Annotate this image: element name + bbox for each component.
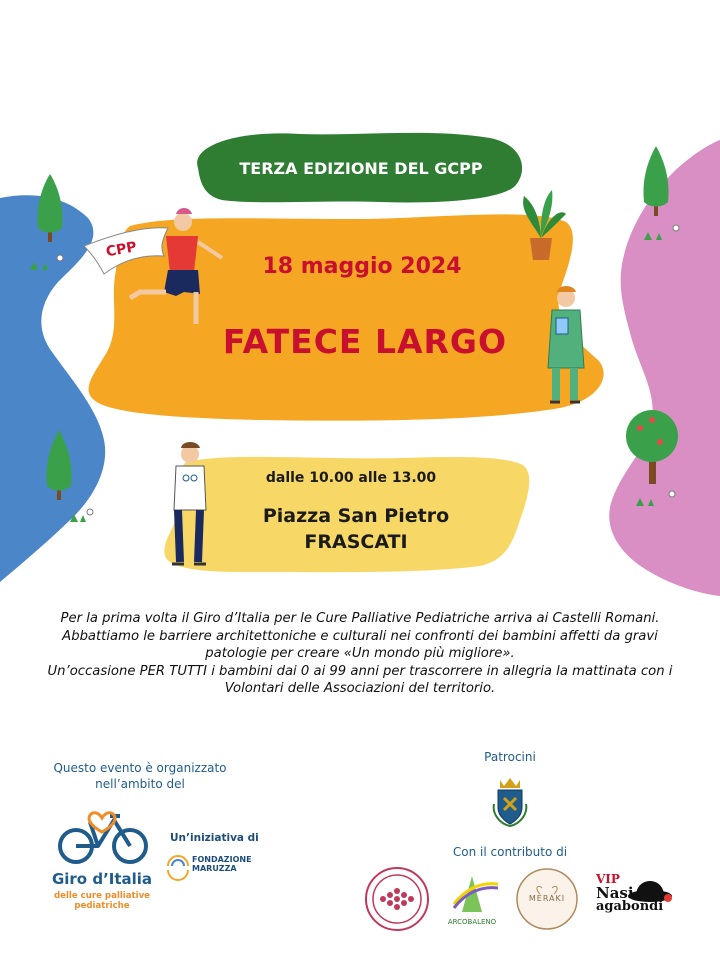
organizer-note xyxy=(40,760,240,792)
pink-hill xyxy=(609,140,720,596)
giro-logo-name: Giro d’Italia xyxy=(51,870,153,888)
event-description xyxy=(40,610,680,698)
edition-label: TERZA EDIZIONE DEL GCPP xyxy=(239,159,483,178)
vip-agabondi-label: agabondi xyxy=(596,899,664,914)
hexagon-logo xyxy=(362,864,432,934)
event-place xyxy=(236,503,476,555)
meraki-text: MERAKI xyxy=(528,894,566,903)
organizer-note-line: Questo evento è organizzato xyxy=(53,761,227,775)
orange-path xyxy=(89,214,604,420)
place-name: Piazza San Pietro xyxy=(262,505,450,527)
giro-subtitle-line: delle cure palliative xyxy=(53,891,151,901)
contributors-label: Con il contributo di xyxy=(452,845,568,859)
patronage-label: Patrocini xyxy=(484,750,536,764)
event-time: dalle 10.00 alle 13.00 xyxy=(265,470,437,486)
event-date: 18 maggio 2024 xyxy=(262,254,462,279)
giro-subtitle-line: pediatriche xyxy=(74,901,130,911)
vip-nasi-agabondi-logo xyxy=(596,872,676,928)
frascati-crest-icon xyxy=(490,776,530,828)
fondazione-logo-text xyxy=(192,855,252,873)
arcobaleno-text: ARCOBALENO xyxy=(447,918,497,926)
fondazione-line: MARUZZA xyxy=(192,864,237,873)
place-city: FRASCATI xyxy=(304,531,408,553)
flag-label: CPP xyxy=(104,239,138,261)
vip-nasi-label: Nasi xyxy=(596,884,634,902)
description-paragraph: Abbattiamo le barriere architettoniche e culturali nei confronti dei bambini affetti da gravi patologie per creare «Un mondo più migliore». xyxy=(62,628,658,661)
initiative-label: Un’iniziativa di xyxy=(170,832,259,844)
description-paragraph: Un’occasione PER TUTTI i bambini dai 0 ai 99 anni per trascorrere in allegria la mattinata con i Volontari delle Associazioni del territorio. xyxy=(47,663,673,696)
event-title: FATECE LARGO xyxy=(222,322,508,361)
vip-label: VIP xyxy=(596,872,620,886)
giro-logo-subtitle xyxy=(42,891,162,911)
description-paragraph: Per la prima volta il Giro d’Italia per le Cure Palliative Pediatriche arriva ai Castelli Romani. xyxy=(60,611,660,626)
fondazione-line: FONDAZIONE xyxy=(192,855,252,864)
organizer-note-line: nell’ambito del xyxy=(95,777,185,791)
